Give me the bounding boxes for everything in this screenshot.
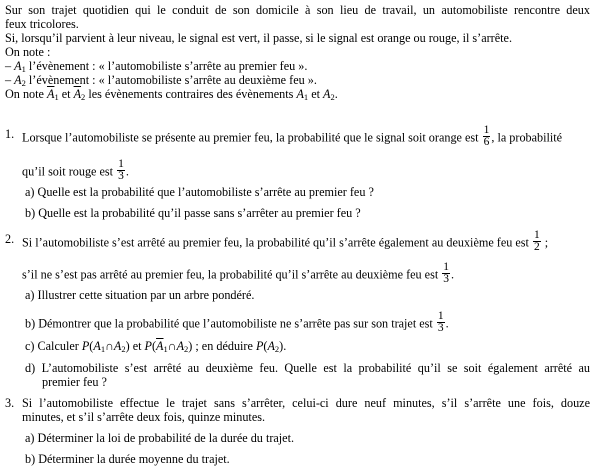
fraction: $\frac{1}{6}$ [483,124,490,148]
q3-a: a) Déterminer la loi de probabilité de la durée du trajet. [25,431,295,445]
intro-line-4: On note : [5,45,51,59]
q2-number: 2. [5,232,15,246]
q3-b: b) Déterminer la durée moyenne du trajet. [25,452,230,466]
q1-a: a) Quelle est la probabilité que l’automobiliste s’arrête au premier feu ? [25,185,374,199]
q3-line-1: Si l’automobiliste effectue le trajet sans s’arrêter, celui-ci dure neuf minutes, s’il s’arrête une fois, douze [22,396,590,410]
q2-d-line-2: premier feu ? [42,375,107,389]
q2-d-line-1: d) L’automobiliste s’est arrêté au deuxième feu. Quelle est la probabilité qu’il se soit également arrêté au [25,361,590,375]
q2-line-1: Si l’automobiliste s’est arrêté au premier feu, la probabilité qu’il s’arrête également au deuxième feu est $\frac{1}{2}$ ; [22,229,549,253]
q2-c: c) Calculer $P(A_1\cap A_2)$ et $P(\overline{A}_1\cap A_2)$ ; en déduire $P(A_2)$. [25,339,287,354]
q2-a: a) Illustrer cette situation par un arbre pondéré. [25,288,255,302]
fraction: $\frac{1}{3}$ [437,310,444,334]
q3-number: 3. [5,396,15,410]
q2-b: b) Démontrer que la probabilité que l’automobiliste ne s’arrête pas sur son trajet est $\frac{1}{3}$ . [25,310,449,334]
event-a1: – $A_1$ l’évènement : « l’automobiliste s’arrête au premier feu ». [5,59,308,74]
intro-line-1: Sur son trajet quotidien qui le conduit de son domicile à son lieu de travail, un automobiliste rencontre deux [5,3,590,17]
event-a2: – $A_2$ l’évènement : « l’automobiliste s’arrête au deuxième feu ». [5,73,317,88]
fraction: $\frac{1}{2}$ [533,229,540,253]
fraction: $\frac{1}{3}$ [118,158,124,182]
q1-b: b) Quelle est la probabilité qu’il passe sans s’arrêter au premier feu ? [25,206,361,220]
intro-line-3: Si, lorsqu’il parvient à leur niveau, le signal est vert, il passe, si le signal est orange ou rouge, il s’arrête. [5,31,512,45]
fraction: $\frac{1}{3}$ [443,261,450,285]
intro-line-2: feux tricolores. [5,17,79,31]
q1-line-2: qu’il soit rouge est $\frac{1}{3}$ . [22,158,129,182]
q2-line-2: s’il ne s’est pas arrêté au premier feu, la probabilité qu’il s’arrête au deuxième feu est $\frac{1}{3}$ . [22,261,455,285]
q1-line-1: Lorsque l’automobiliste se présente au premier feu, la probabilité que le signal soit orange est $\frac{1}{6}$ , la probabilité [22,124,563,148]
q3-line-2: minutes, et s’il s’arrête deux fois, quinze minutes. [22,410,266,424]
complement-note: On note $\overline{A}_1$ et $\overline{A}_2$ les évènements contraires des évènements $A_1$ et $A_2$. [5,87,338,102]
q1-number: 1. [5,127,15,141]
